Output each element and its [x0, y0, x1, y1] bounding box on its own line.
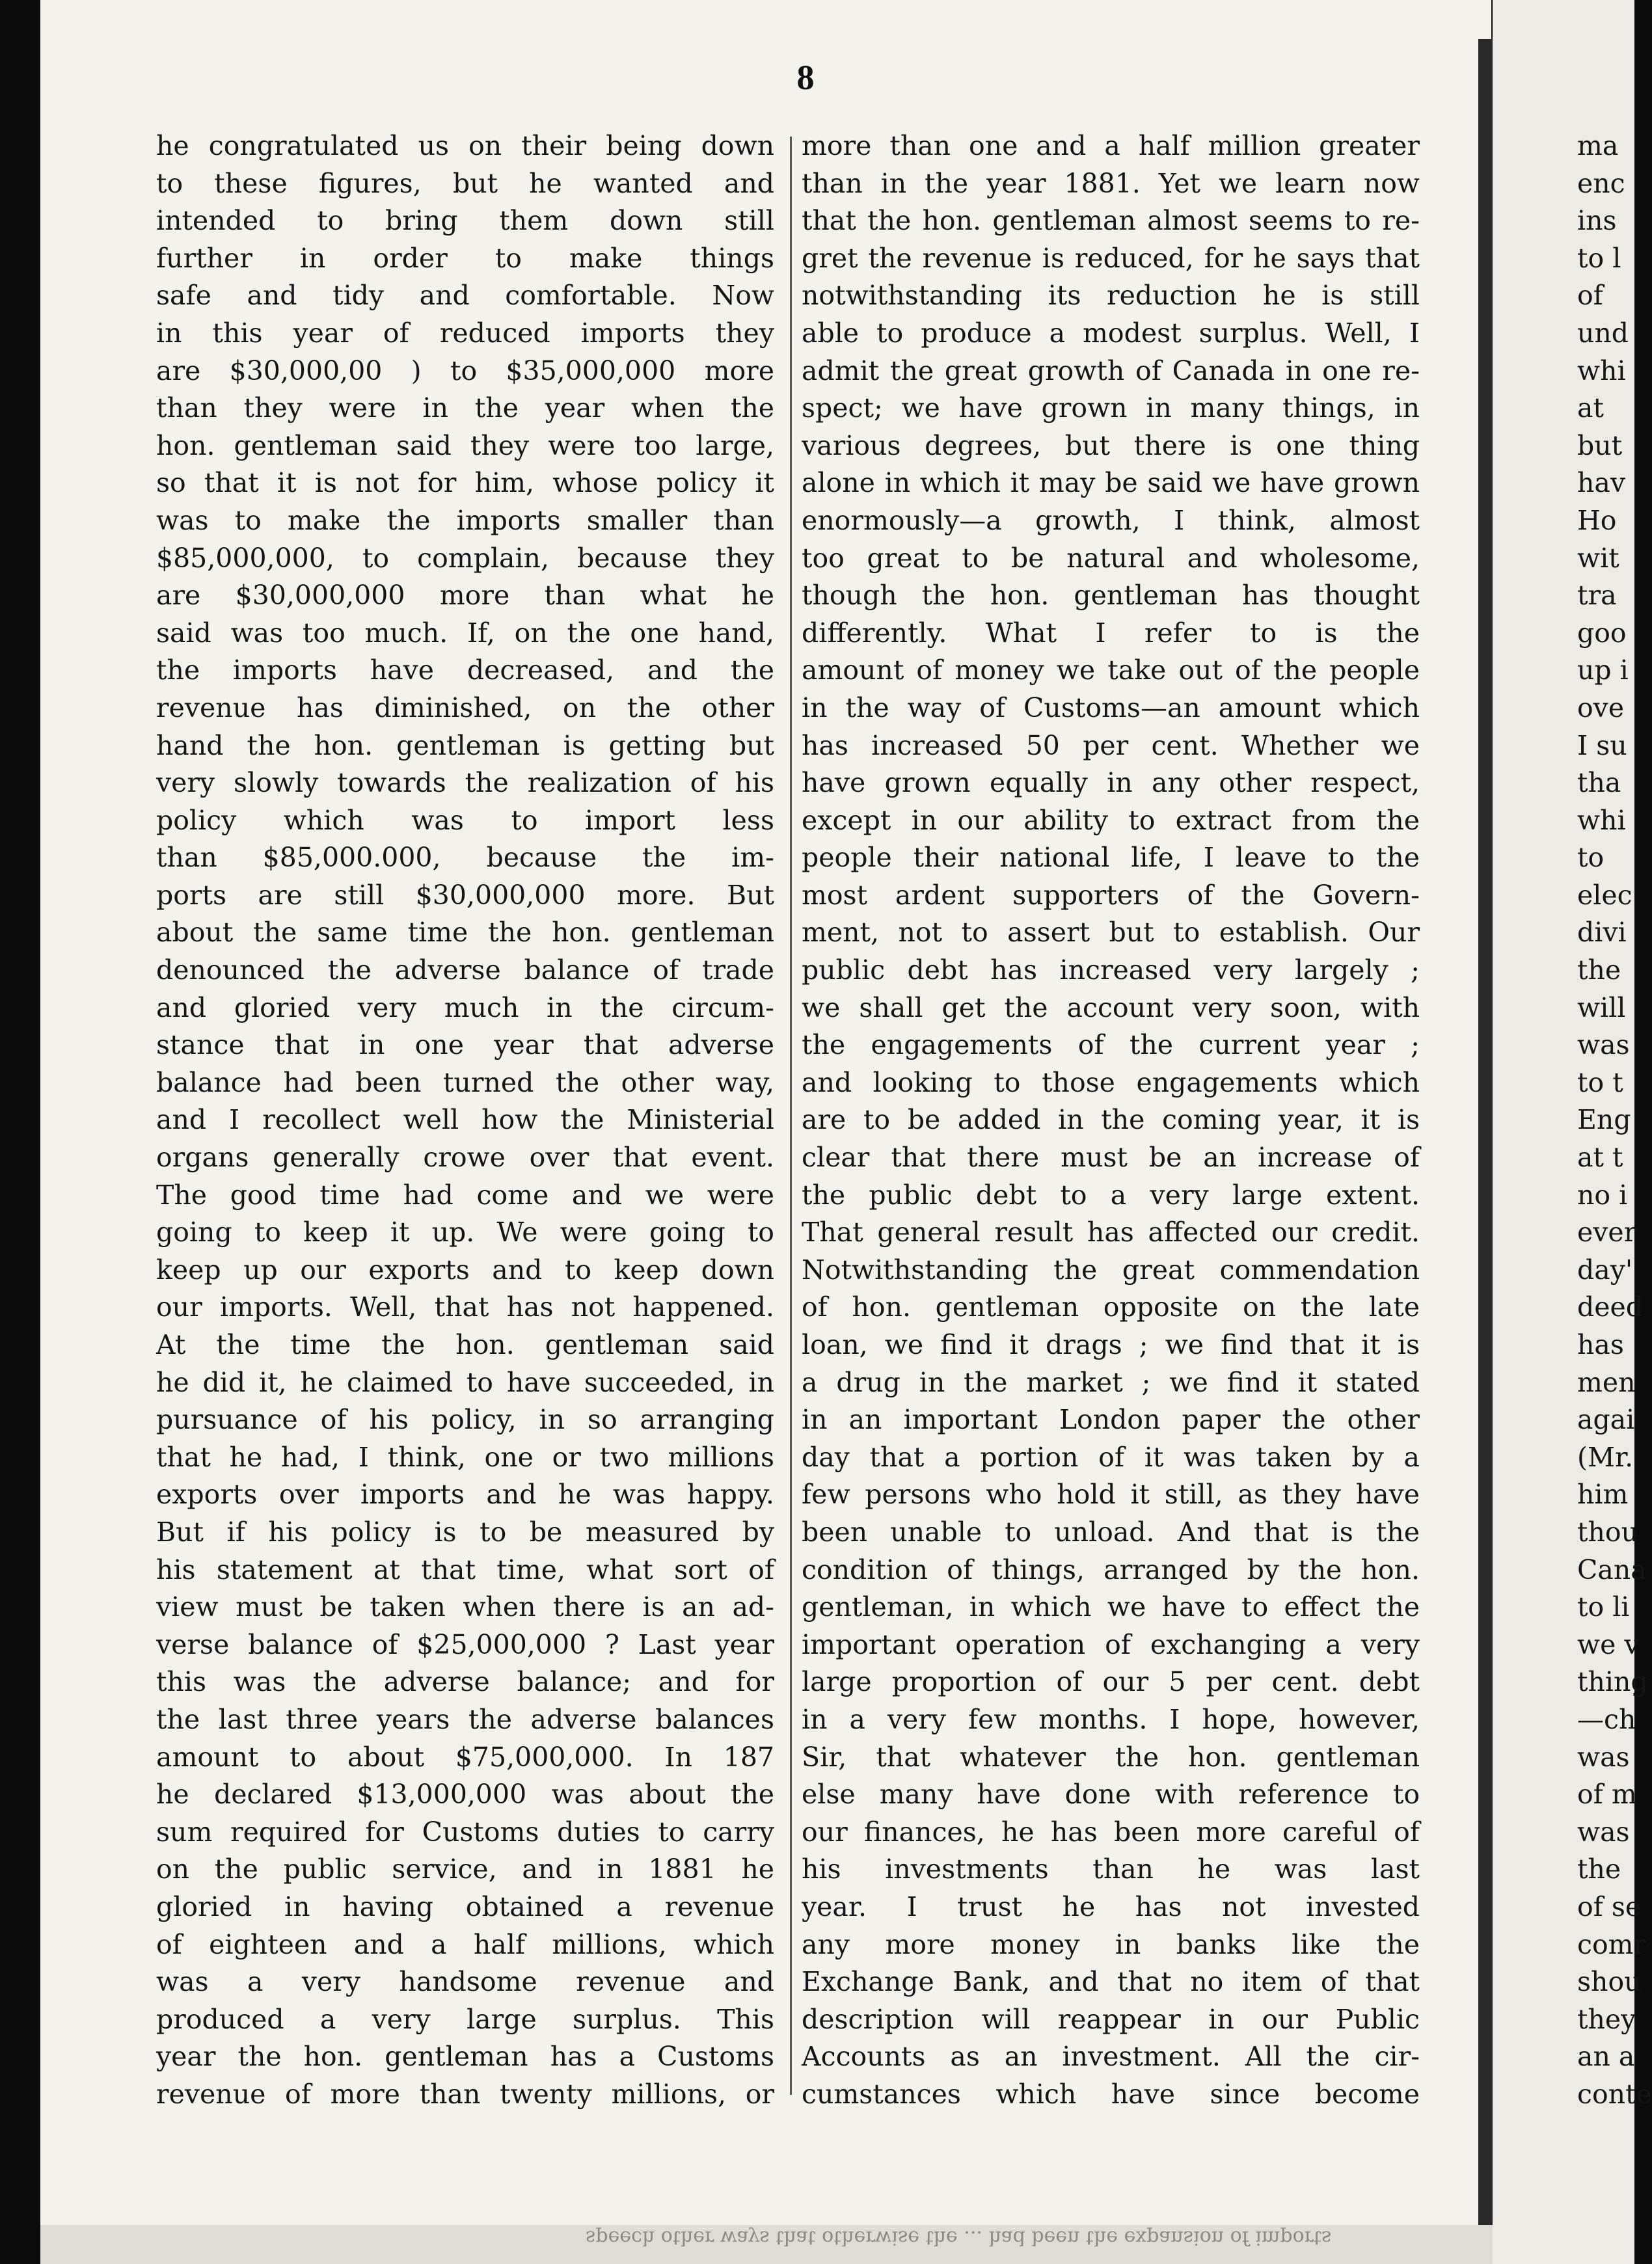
- text-line: though the hon. gentleman has thought: [802, 580, 1420, 612]
- text-line: Exchange Bank, and that no item of that: [802, 1966, 1420, 1998]
- text-line: cumstances which have since become: [802, 2078, 1420, 2110]
- text-line: a drug in the market ; we find it stated: [802, 1366, 1420, 1398]
- text-line: and I recollect well how the Ministerial: [156, 1104, 774, 1136]
- next-page-fragment: tha: [1577, 767, 1621, 799]
- next-page-fragment: of: [1577, 280, 1603, 312]
- text-line: alone in which it may be said we have grown: [802, 467, 1420, 499]
- next-page-fragment: ove: [1577, 692, 1625, 723]
- text-line: on the public service, and in 1881 he: [156, 1853, 774, 1885]
- next-page-fragment: but: [1577, 429, 1623, 461]
- text-line: in the way of Customs—an amount which: [802, 692, 1420, 723]
- text-line: so that it is not for him, whose policy it: [156, 467, 774, 499]
- next-page-fragment: tra: [1577, 580, 1617, 612]
- next-page-fragment: will: [1577, 991, 1626, 1023]
- next-page-fragment: was: [1577, 1029, 1630, 1061]
- next-page-fragment: hav: [1577, 467, 1626, 499]
- text-line: the engagements of the current year ;: [802, 1029, 1420, 1061]
- next-page-edge: [1493, 0, 1652, 2264]
- left-text-column: [156, 128, 774, 2113]
- text-line: further in order to make things: [156, 242, 774, 274]
- text-line: year. I trust he has not invested: [802, 1891, 1420, 1922]
- next-page-fragment: day': [1577, 1254, 1633, 1286]
- text-line: $85,000,000, to complain, because they: [156, 542, 774, 574]
- column-divider: [790, 137, 792, 2095]
- next-page-column: [1577, 128, 1652, 2113]
- next-page-fragment: they: [1577, 2003, 1636, 2035]
- right-text-column: [802, 128, 1420, 2113]
- text-line: sum required for Customs duties to carry: [156, 1816, 774, 1848]
- next-page-fragment: Ho: [1577, 504, 1617, 536]
- text-line: that he had, I think, one or two millions: [156, 1441, 774, 1473]
- binding-shadow: [1478, 39, 1493, 2251]
- text-line: differently. What I refer to is the: [802, 617, 1420, 649]
- next-page-fragment: was: [1577, 1741, 1630, 1773]
- next-page-fragment: thou: [1577, 1516, 1638, 1548]
- next-page-fragment: thing: [1577, 1666, 1648, 1698]
- text-line: produced a very large surplus. This: [156, 2003, 774, 2035]
- next-page-fragment: shou: [1577, 1966, 1642, 1998]
- next-page-fragment: deed: [1577, 1291, 1644, 1323]
- text-line: to these figures, but he wanted and: [156, 167, 774, 199]
- text-line: loan, we find it drags ; we find that it is: [802, 1329, 1420, 1360]
- next-page-fragment: him: [1577, 1479, 1629, 1511]
- next-page-fragment: elec: [1577, 879, 1632, 911]
- text-line: said was too much. If, on the one hand,: [156, 617, 774, 649]
- text-line: hand the hon. gentleman is getting but: [156, 729, 774, 761]
- text-line: large proportion of our 5 per cent. debt: [802, 1666, 1420, 1698]
- text-line: going to keep it up. We were going to: [156, 1217, 774, 1248]
- next-page-fragment: wit: [1577, 542, 1619, 574]
- text-line: has increased 50 per cent. Whether we: [802, 729, 1420, 761]
- text-line: except in our ability to extract from the: [802, 804, 1420, 836]
- text-line: organs generally crowe over that event.: [156, 1142, 774, 1174]
- text-line: denounced the adverse balance of trade: [156, 954, 774, 986]
- next-page-fragment: Eng: [1577, 1104, 1631, 1136]
- next-page-fragment: at: [1577, 392, 1604, 424]
- text-line: he congratulated us on their being down: [156, 130, 774, 161]
- text-line: in this year of reduced imports they: [156, 317, 774, 349]
- next-page-fragment: Cana: [1577, 1554, 1647, 1585]
- next-page-fragment: ma: [1577, 130, 1619, 161]
- text-line: gret the revenue is reduced, for he says that: [802, 242, 1420, 274]
- text-line: important operation of exchanging a very: [802, 1628, 1420, 1660]
- next-page-fragment: the: [1577, 1853, 1621, 1885]
- next-page-fragment: has: [1577, 1329, 1624, 1360]
- text-line: the public debt to a very large extent.: [802, 1179, 1420, 1211]
- text-line: verse balance of $25,000,000 ? Last year: [156, 1628, 774, 1660]
- next-page-fragment: the: [1577, 954, 1621, 986]
- next-page-fragment: an a: [1577, 2041, 1635, 2073]
- text-line: people their national life, I leave to the: [802, 842, 1420, 874]
- text-line: any more money in banks like the: [802, 1928, 1420, 1960]
- next-page-fragment: divi: [1577, 917, 1627, 949]
- text-line: But if his policy is to be measured by: [156, 1516, 774, 1548]
- next-page-fragment: up i: [1577, 654, 1629, 686]
- text-line: Notwithstanding the great commendation: [802, 1254, 1420, 1286]
- text-line: public debt has increased very largely ;: [802, 954, 1420, 986]
- text-line: ports are still $30,000,000 more. But: [156, 879, 774, 911]
- text-line: notwithstanding its reduction he is still: [802, 280, 1420, 312]
- text-line: than in the year 1881. Yet we learn now: [802, 167, 1420, 199]
- text-line: of hon. gentleman opposite on the late: [802, 1291, 1420, 1323]
- text-line: our imports. Well, that has not happened.: [156, 1291, 774, 1323]
- next-page-fragment: ins: [1577, 205, 1617, 237]
- text-line: our finances, he has been more careful of: [802, 1816, 1420, 1848]
- text-line: exports over imports and he was happy.: [156, 1479, 774, 1511]
- text-line: clear that there must be an increase of: [802, 1142, 1420, 1174]
- text-line: very slowly towards the realization of his: [156, 767, 774, 799]
- text-line: condition of things, arranged by the hon.: [802, 1554, 1420, 1585]
- text-line: policy which was to import less: [156, 804, 774, 836]
- text-line: admit the great growth of Canada in one re-: [802, 355, 1420, 386]
- next-page-fragment: men: [1577, 1366, 1636, 1398]
- next-page-fragment: to t: [1577, 1066, 1623, 1098]
- text-line: too great to be natural and wholesome,: [802, 542, 1420, 574]
- next-page-fragment: comr: [1577, 1928, 1647, 1960]
- next-page-fragment: to li: [1577, 1591, 1630, 1623]
- text-line: Sir, that whatever the hon. gentleman: [802, 1741, 1420, 1773]
- next-page-fragment: we v: [1577, 1628, 1640, 1660]
- text-line: and gloried very much in the circum-: [156, 991, 774, 1023]
- text-line: gentleman, in which we have to effect the: [802, 1591, 1420, 1623]
- text-line: That general result has affected our credit.: [802, 1217, 1420, 1248]
- text-line: ment, not to assert but to establish. Our: [802, 917, 1420, 949]
- next-page-fragment: —ch: [1577, 1703, 1636, 1735]
- text-line: At the time the hon. gentleman said: [156, 1329, 774, 1360]
- text-line: are $30,000,000 more than what he: [156, 580, 774, 612]
- next-page-fragment: goo: [1577, 617, 1627, 649]
- text-line: few persons who hold it still, as they have: [802, 1479, 1420, 1511]
- text-line: have grown equally in any other respect,: [802, 767, 1420, 799]
- text-line: in a very few months. I hope, however,: [802, 1703, 1420, 1735]
- text-line: and looking to those engagements which: [802, 1066, 1420, 1098]
- text-line: keep up our exports and to keep down: [156, 1254, 774, 1286]
- text-line: amount to about $75,000,000. In 187: [156, 1741, 774, 1773]
- text-line: pursuance of his policy, in so arranging: [156, 1404, 774, 1436]
- text-line: more than one and a half million greater: [802, 130, 1420, 161]
- next-page-fragment: of m: [1577, 1779, 1637, 1811]
- text-line: his investments than he was last: [802, 1853, 1420, 1885]
- text-line: various degrees, but there is one thing: [802, 429, 1420, 461]
- next-page-fragment: was: [1577, 1816, 1630, 1848]
- next-page-fragment: enc: [1577, 167, 1625, 199]
- next-page-fragment: ever: [1577, 1217, 1637, 1248]
- text-line: of eighteen and a half millions, which: [156, 1928, 774, 1960]
- text-line: year the hon. gentleman has a Customs: [156, 2041, 774, 2073]
- next-page-fragment: whi: [1577, 355, 1626, 386]
- text-line: was to make the imports smaller than: [156, 504, 774, 536]
- text-line: are to be added in the coming year, it is: [802, 1104, 1420, 1136]
- text-line: this was the adverse balance; and for: [156, 1666, 774, 1698]
- next-page-fragment: und: [1577, 317, 1629, 349]
- text-line: we shall get the account very soon, with: [802, 991, 1420, 1023]
- text-line: than $85,000.000, because the im-: [156, 842, 774, 874]
- text-line: Accounts as an investment. All the cir-: [802, 2041, 1420, 2073]
- text-line: able to produce a modest surplus. Well, I: [802, 317, 1420, 349]
- next-page-fragment: at t: [1577, 1142, 1623, 1174]
- text-line: enormously—a growth, I think, almost: [802, 504, 1420, 536]
- next-page-fragment: (Mr.: [1577, 1441, 1634, 1473]
- text-line: description will reappear in our Public: [802, 2003, 1420, 2035]
- text-line: view must be taken when there is an ad-: [156, 1591, 774, 1623]
- text-line: spect; we have grown in many things, in: [802, 392, 1420, 424]
- next-page-fragment: no i: [1577, 1179, 1628, 1211]
- text-line: that the hon. gentleman almost seems to re-: [802, 205, 1420, 237]
- next-page-fragment: to l: [1577, 242, 1621, 274]
- text-line: day that a portion of it was taken by a: [802, 1441, 1420, 1473]
- text-line: amount of money we take out of the people: [802, 654, 1420, 686]
- text-line: most ardent supporters of the Govern-: [802, 879, 1420, 911]
- text-line: he declared $13,000,000 was about the: [156, 1779, 774, 1811]
- next-page-fragment: I su: [1577, 729, 1627, 761]
- text-line: about the same time the hon. gentleman: [156, 917, 774, 949]
- text-line: the imports have decreased, and the: [156, 654, 774, 686]
- bleed-through-text: speech other ways that otherwise the ... had been the expansion of imports: [586, 2226, 1332, 2249]
- text-line: been unable to unload. And that is the: [802, 1516, 1420, 1548]
- text-line: intended to bring them down still: [156, 205, 774, 237]
- page-number: 8: [796, 58, 815, 97]
- text-line: the last three years the adverse balances: [156, 1703, 774, 1735]
- text-line: was a very handsome revenue and: [156, 1966, 774, 1998]
- text-line: he did it, he claimed to have succeeded, in: [156, 1366, 774, 1398]
- next-page-fragment: conte: [1577, 2078, 1652, 2110]
- text-line: his statement at that time, what sort of: [156, 1554, 774, 1585]
- text-line: revenue has diminished, on the other: [156, 692, 774, 723]
- next-page-fragment: to: [1577, 842, 1605, 874]
- text-line: The good time had come and we were: [156, 1179, 774, 1211]
- text-line: hon. gentleman said they were too large,: [156, 429, 774, 461]
- text-line: in an important London paper the other: [802, 1404, 1420, 1436]
- next-page-fragment: whi: [1577, 804, 1626, 836]
- next-page-fragment: agai: [1577, 1404, 1635, 1436]
- text-line: else many have done with reference to: [802, 1779, 1420, 1811]
- text-line: stance that in one year that adverse: [156, 1029, 774, 1061]
- text-line: balance had been turned the other way,: [156, 1066, 774, 1098]
- text-line: safe and tidy and comfortable. Now: [156, 280, 774, 312]
- text-line: gloried in having obtained a revenue: [156, 1891, 774, 1922]
- text-line: are $30,000,00 ) to $35,000,000 more: [156, 355, 774, 386]
- text-line: revenue of more than twenty millions, or: [156, 2078, 774, 2110]
- next-page-fragment: of se: [1577, 1891, 1642, 1922]
- text-line: than they were in the year when the: [156, 392, 774, 424]
